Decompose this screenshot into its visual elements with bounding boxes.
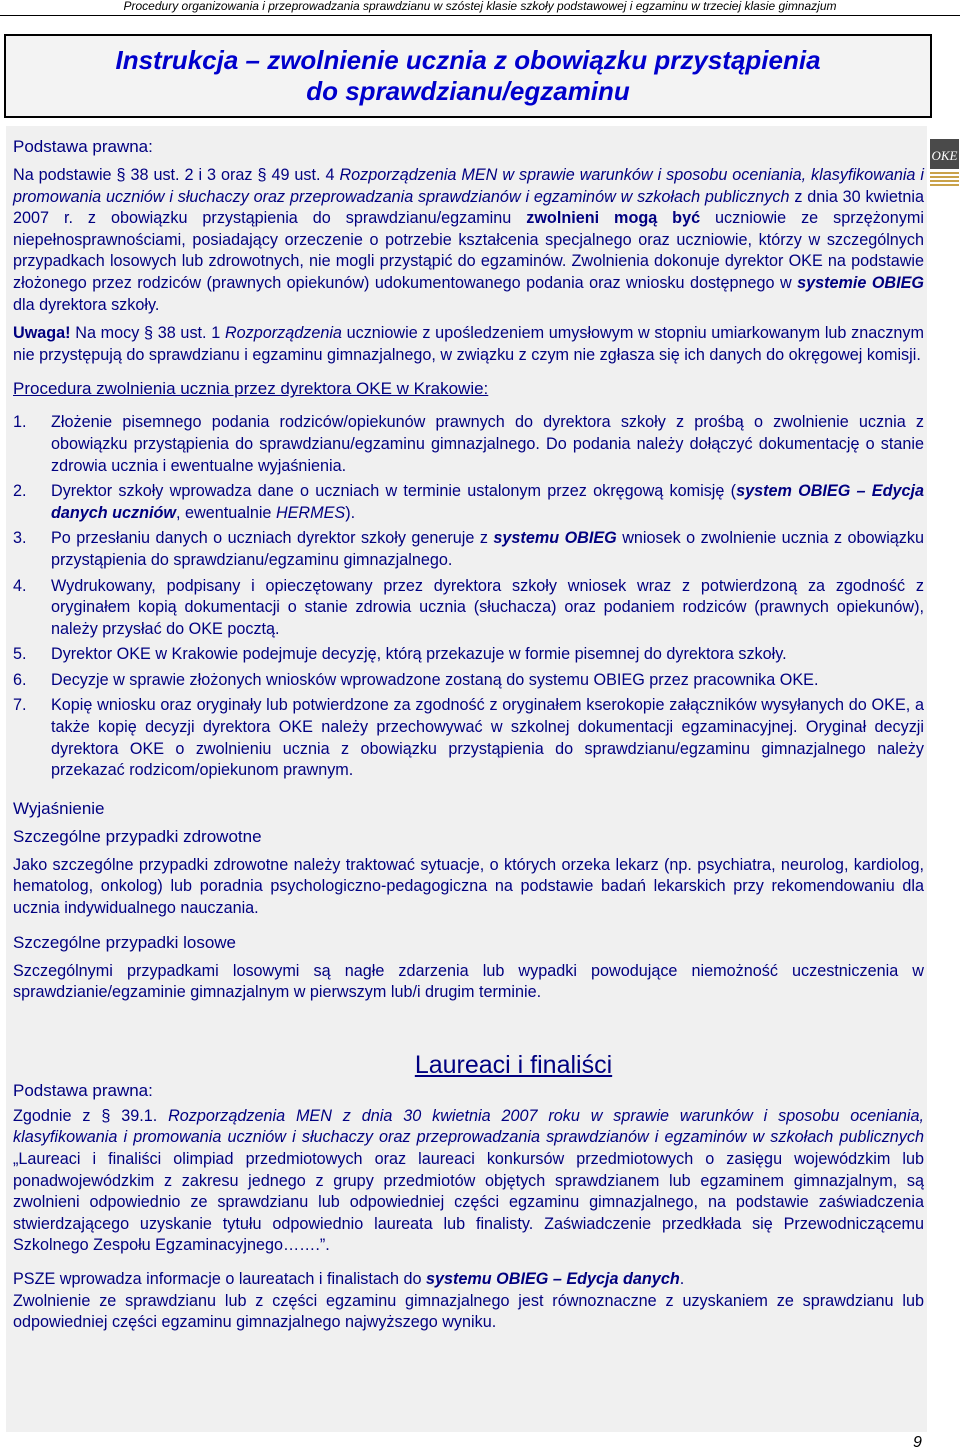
procedure-step: 3. Po przesłaniu danych o uczniach dyrektor szkoły generuje z systemu OBIEG wniosek o zwolnienie ucznia z obowiązku przystąpienia do sprawdzianu/egzaminu gimnazjalnego. <box>13 529 924 569</box>
laureates-equivalence-paragraph: Zwolnienie ze sprawdzianu lub z części egzaminu gimnazjalnego jest równoznaczne z uzyskaniem ze sprawdzianu lub odpowiedniej części egzaminu gimnazjalnego najwyższego wyniku. <box>13 1291 924 1332</box>
page-number: 9 <box>913 1434 922 1451</box>
procedure-list <box>13 412 924 782</box>
explanation-label: Wyjaśnienie <box>13 798 105 818</box>
note-label: Uwaga! <box>13 324 71 343</box>
header-rule <box>0 15 960 16</box>
document-title <box>115 45 820 107</box>
oke-logo <box>929 138 960 190</box>
procedure-step: 4. Wydrukowany, podpisany i opieczętowany przez dyrektora szkoły wniosek wraz z potwierdzoną za zgodność z oryginałem kopią dokumentacji o stanie zdrowia ucznia (słuchacza) oraz podaniem rodziców (prawnych opiekunów), należy przysłać do OKE pocztą. <box>13 576 924 638</box>
running-header: Procedury organizowania i przeprowadzania sprawdzianu w szóstej klasie szkoły podstawowej i egzaminu w trzeciej klasie gimnazjum <box>123 0 837 13</box>
procedure-step: 5. Dyrektor OKE w Krakowie podejmuje decyzję, którą przekazuje w formie pisemnej do dyrektora szkoły. <box>13 645 787 664</box>
procedure-heading: Procedura zwolnienia ucznia przez dyrektora OKE w Krakowie: <box>13 379 489 399</box>
random-cases-heading: Szczególne przypadki losowe <box>13 932 237 952</box>
procedure-step: 6. Decyzje w sprawie złożonych wniosków wprowadzone zostaną do systemu OBIEG przez pracownika OKE. <box>13 670 819 689</box>
procedure-step: 2. Dyrektor szkoły wprowadza dane o uczniach w terminie ustalonym przez okręgową komisję (system OBIEG – Edycja danych uczniów, ewentualnie HERMES). <box>13 482 924 522</box>
laureates-psze-paragraph: PSZE wprowadza informacje o laureatach i finalistach do systemu OBIEG – Edycja danych. <box>13 1269 685 1288</box>
note-paragraph: Uwaga! Na mocy § 38 ust. 1 Rozporządzenia uczniowie z upośledzeniem umysłowym w stopniu umiarkowanym lub znacznym nie przystępują do sprawdzianu i egzaminu gimnazjalnego, w związku z czym nie zgłasza się ich danych do okręgowej komisji. <box>13 324 924 364</box>
title-line-1: Instrukcja – zwolnienie ucznia z obowiązku przystąpienia <box>115 45 821 75</box>
laureates-paragraph: Zgodnie z § 39.1. Rozporządzenia MEN z dnia 30 kwietnia 2007 roku w sprawie warunków i sposobu oceniania, klasyfikowania i promowania uczniów i słuchaczy oraz przeprowadzania sprawdzianów i egzaminów w szkołach publicznych „Laureaci i finaliści olimpiad przedmiotowych oraz laureaci konkursów przedmiotowych o zasięgu wojewódzkim lub ponadwojewódzkim z zakresu jednego z grupy przedmiotów objętych sprawdzianem lub egzaminem gimnazjalnym, są zwolnieni odpowiednio ze sprawdzianu lub odpowiedniej części egzaminu gimnazjalnego, na podstawie zaświadczenia stwierdzającego uzyskanie tytułu odpowiednio laureata lub finalisty. Zaświadczenie przedkłada się Przewodniczącemu Szkolnego Zespołu Egzaminacyjnego…….”. <box>13 1106 925 1255</box>
title-line-2: do sprawdzianu/egzaminu <box>306 76 630 106</box>
health-cases-text: Jako szczególne przypadki zdrowotne należy traktować sytuacje, o których orzeka lekarz (np. psychiatra, neurolog, kardiolog, hematolog, onkolog) lub poradnia psychologiczno-pedagogiczna na podstawie badań lekarskich przy rekomendowaniu dla ucznia indywidualnego nauczania. <box>13 855 924 918</box>
procedure-step: 7. Kopię wniosku oraz oryginały lub potwierdzone za zgodność z oryginałem kserokopie załączników wysyłanych do OKE, a także kopię decyzji dyrektora OKE należy przechowywać w szkolnej dokumentacji egzaminacyjnej. Oryginał decyzji dyrektora OKE o zwolnieniu ucznia z obowiązku przystąpienia do sprawdzianu/egzaminu gimnazjalnego należy przekazać rodzicom/opiekunom prawnym. <box>13 696 924 780</box>
laureates-title: Laureaci i finaliści <box>414 1050 613 1079</box>
random-cases-text: Szczególnymi przypadkami losowymi są nagłe zdarzenia lub wypadki powodujące niemożność uczestniczenia w sprawdzianie/egzaminie gimnazjalnym w pierwszym lub/i drugim terminie. <box>13 961 924 1002</box>
laureates-legal-label: Podstawa prawna: <box>13 1080 153 1100</box>
legal-basis-label: Podstawa prawna: <box>13 137 153 156</box>
health-cases-heading: Szczególne przypadki zdrowotne <box>13 826 262 846</box>
document-body <box>6 126 927 1432</box>
oke-logo-text: OKE <box>931 148 958 163</box>
legal-basis-paragraph: Na podstawie § 38 ust. 2 i 3 oraz § 49 ust. 4 Rozporządzenia MEN w sprawie warunków i sposobu oceniania, klasyfikowania i promowania uczniów i słuchaczy oraz przeprowadzania sprawdzianów i egzaminów w szkołach publicznych z dnia 30 kwietnia 2007 r. z obowiązku przystąpienia do sprawdzianu/egzaminu zwolnieni mogą być uczniowie ze sprzężonymi niepełnosprawnościami, posiadający orzeczenie o potrzebie kształcenia specjalnego oraz uczniowie, którzy w szczególnych przypadkach losowych lub zdrowotnych, nie mogli przystąpić do egzaminów. Zwolnienia dokonuje dyrektor OKE na podstawie złożonego przez rodziców (prawnych opiekunów) udokumentowanego podania oraz wniosku dostępnego w systemie OBIEG dla dyrektora szkoły. <box>13 166 924 314</box>
title-box <box>4 34 932 118</box>
procedure-step: 1. Złożenie pisemnego podania rodziców/opiekunów prawnych do dyrektora szkoły z prośbą o zwolnienie ucznia z obowiązku przystąpienia do sprawdzianu/egzaminu gimnazjalnego. Do podania należy dołączyć dokumentację o stanie zdrowia ucznia i ewentualne wyjaśnienia. <box>13 413 924 475</box>
